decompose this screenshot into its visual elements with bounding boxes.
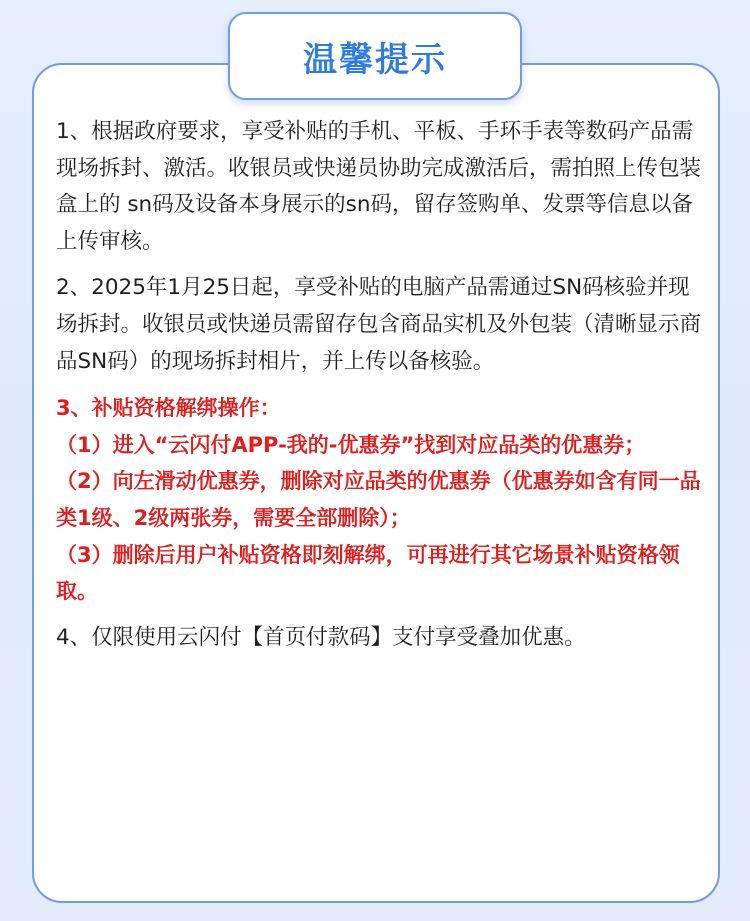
- notice-item-2: 2、2025年1月25日起，享受补贴的电脑产品需通过SN码核验并现场拆封。收银员或快递员需留存包含商品实机及外包装（清晰显示商品SN码）的现场拆封相片，并上传以备核验。: [56, 275, 702, 374]
- unbind-step-3: （3）删除后用户补贴资格即刻解绑，可再进行其它场景补贴资格领取。: [56, 542, 680, 604]
- unbind-heading: 3、补贴资格解绑操作：: [56, 396, 281, 421]
- title-tab: [228, 12, 522, 100]
- unbind-step-2: （2）向左滑动优惠券，删除对应品类的优惠券（优惠券如含有同一品类1级、2级两张券，需要全部删除）；: [56, 469, 701, 530]
- unbind-step-1: （1）进入“云闪付APP-我的-优惠券”找到对应品类的优惠券；: [56, 432, 646, 457]
- page-title: 温馨提示: [303, 39, 447, 80]
- notice-item-1: 1、根据政府要求，享受补贴的手机、平板、手环手表等数码产品需现场拆封、激活。收银员或快递员协助完成激活后，需拍照上传包装盒上的 sn码及设备本身展示的sn码，留存签购单、发票等信息以备上传审核。: [56, 119, 702, 254]
- notice-content: [56, 114, 706, 666]
- notice-item-4: 4、仅限使用云闪付【首页付款码】支付享受叠加优惠。: [56, 624, 586, 650]
- unbind-section: [56, 390, 706, 610]
